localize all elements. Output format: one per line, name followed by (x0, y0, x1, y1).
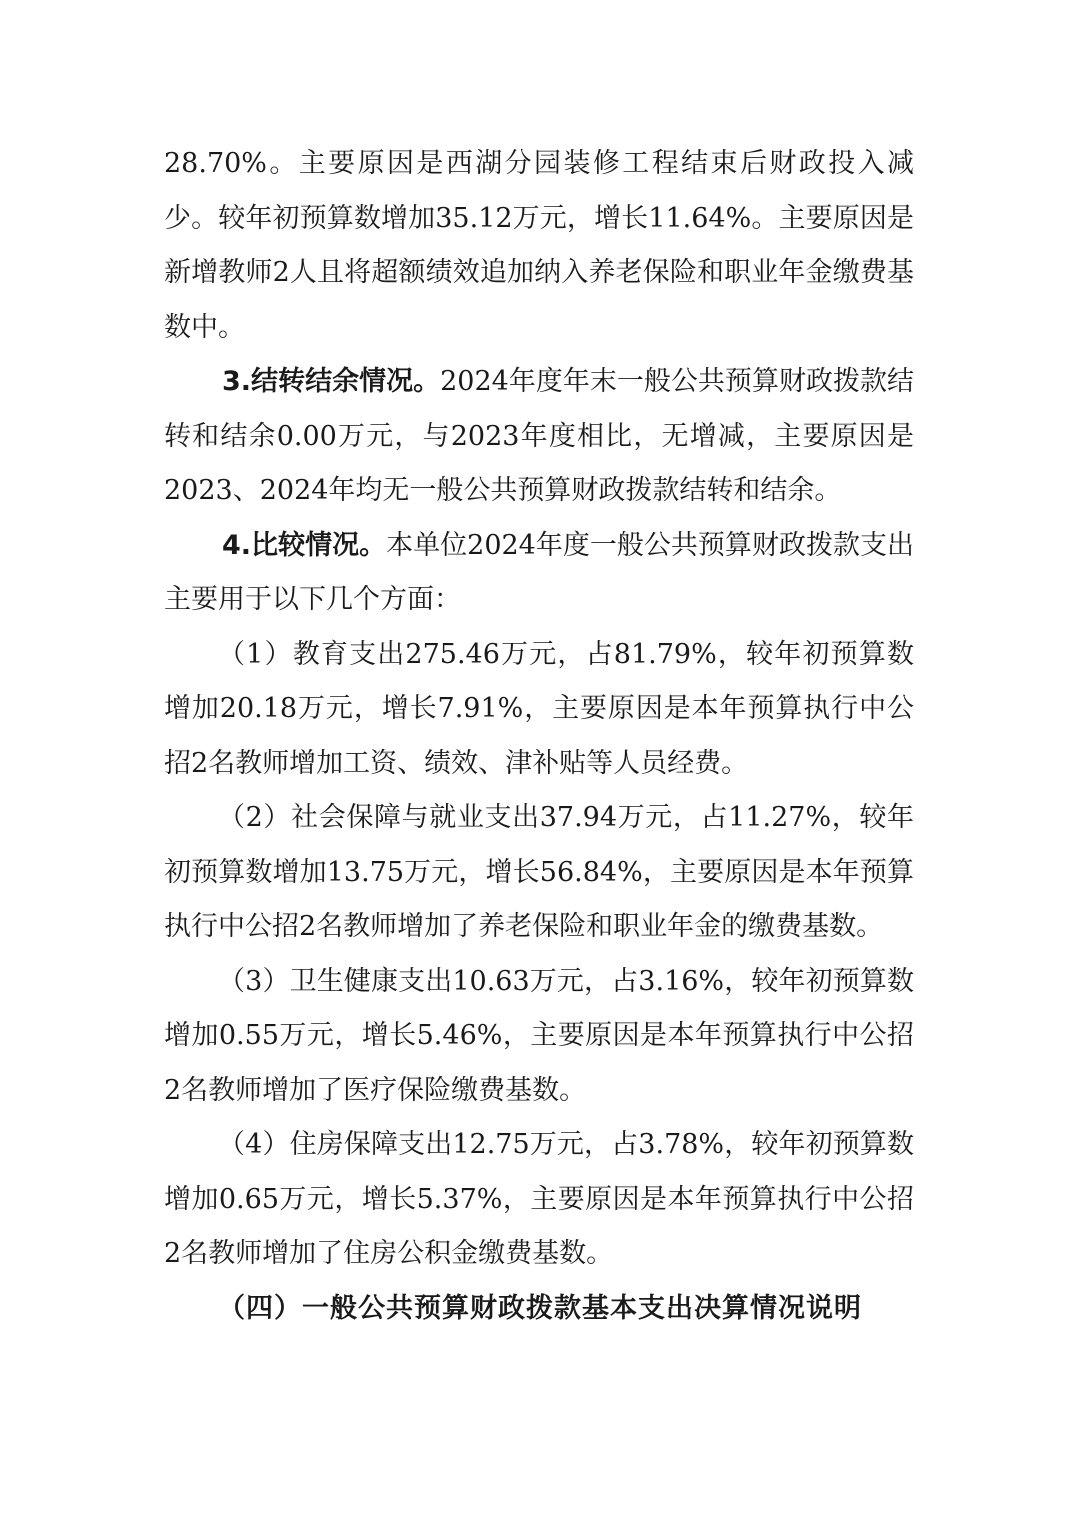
paragraph-lead-comparison: 4.比较情况。 (222, 529, 387, 561)
section-heading-basic-expenditure: （四）一般公共预算财政拨款基本支出决算情况说明 (218, 1292, 862, 1324)
paragraph-body-carryover: 2024年度年末一般公共预算财政拨款结转和结余0.00万元，与2023年度相比，无增减，主要原因是2023、2024年均无一般公共预算财政拨款结转和结余。 (164, 366, 914, 506)
paragraph-comparison (164, 519, 914, 628)
paragraph-housing-expense: （4）住房保障支出12.75万元，占3.78%，较年初预算数增加0.65万元，增长5.37%，主要原因是本年预算执行中公招2名教师增加了住房公积金缴费基数。 (164, 1129, 914, 1269)
paragraph-lead-carryover: 3.结转结余情况。 (222, 366, 441, 397)
paragraph-health-expense: （3）卫生健康支出10.63万元，占3.16%，较年初预算数增加0.55万元，增长5.46%，主要原因是本年预算执行中公招2名教师增加了医疗保险缴费基数。 (164, 965, 914, 1106)
paragraph-carryover-balance (164, 355, 914, 519)
paragraph-education-expense: （1）教育支出275.46万元，占81.79%，较年初预算数增加20.18万元，增长7.91%，主要原因是本年预算执行中公招2名教师增加工资、绩效、津补贴等人员经费。 (164, 638, 914, 779)
paragraph-body-comparison: 本单位2024年度一般公共预算财政拨款支出主要用于以下几个方面： (164, 529, 914, 615)
paragraph-social-security-expense: （2）社会保障与就业支出37.94万元，占11.27%，较年初预算数增加13.75万元，增长56.84%，主要原因是本年预算执行中公招2名教师增加了养老保险和职业年金的缴费基数。 (164, 802, 914, 942)
paragraph-budget-change-reason: 28.70%。主要原因是西湖分园装修工程结束后财政投入减少。较年初预算数增加35.12万元，增长11.64%。主要原因是新增教师2人且将超额绩效追加纳入养老保险和职业年金缴费基数中。 (164, 148, 914, 343)
document-body (164, 137, 914, 1336)
